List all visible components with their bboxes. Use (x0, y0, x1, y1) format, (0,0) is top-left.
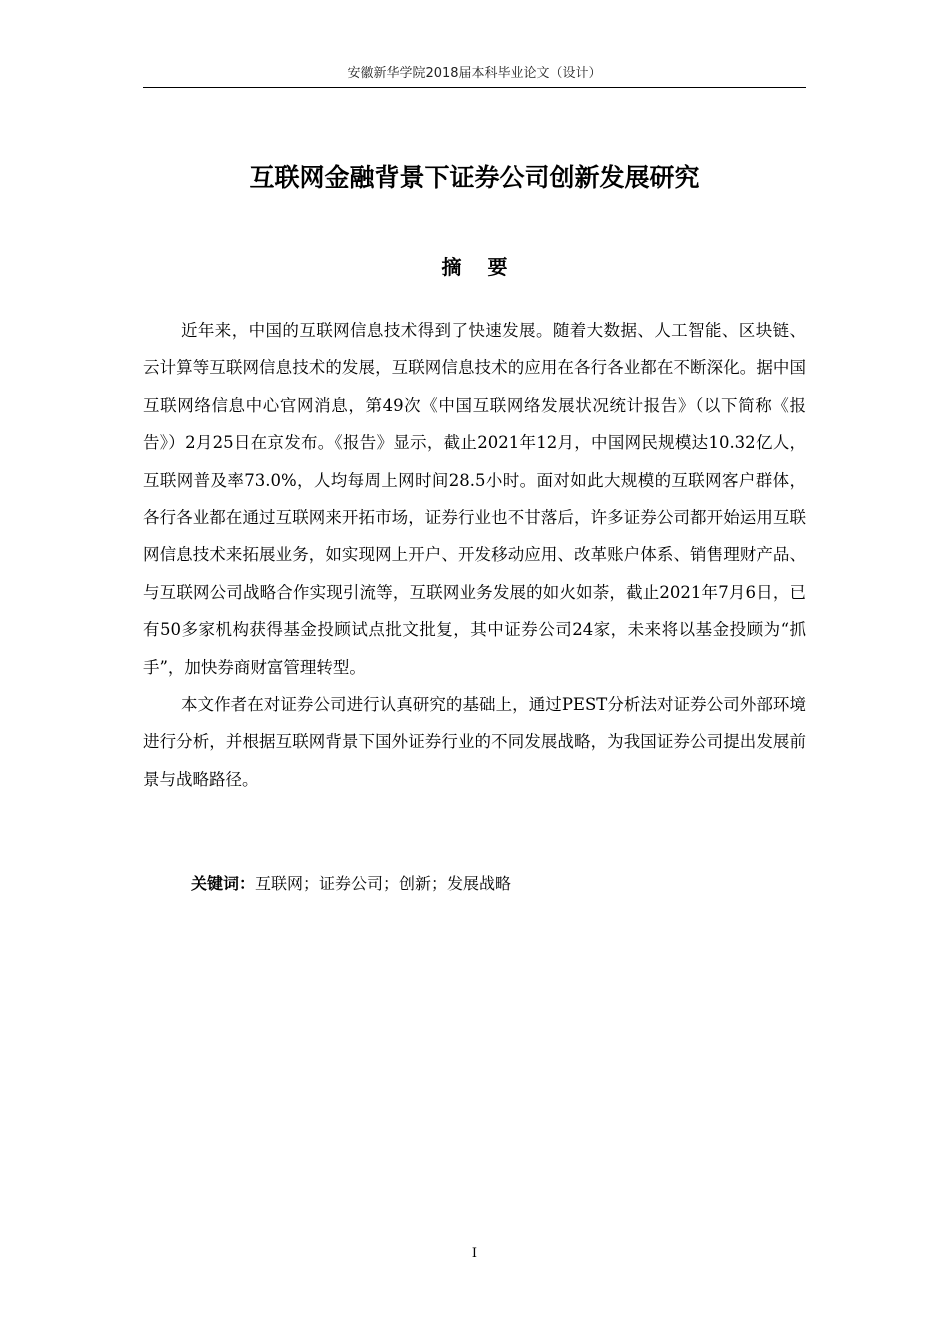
abstract-paragraph-2: 本文作者在对证券公司进行认真研究的基础上，通过PEST分析法对证券公司外部环境进行分析，并根据互联网背景下国外证券行业的不同发展战略，为我国证券公司提出发展前景与战略路径。 (143, 695, 806, 789)
keywords-label: 关键词： (191, 874, 256, 893)
header-divider (143, 87, 806, 88)
abstract-body (143, 312, 806, 798)
running-header: 安徽新华学院2018届本科毕业论文（设计） (347, 66, 602, 81)
keywords-value: 互联网；证券公司；创新；发展战略 (255, 874, 512, 893)
thesis-title: 互联网金融背景下证券公司创新发展研究 (249, 163, 700, 192)
keywords-line (191, 868, 511, 900)
abstract-paragraph-1: 近年来，中国的互联网信息技术得到了快速发展。随着大数据、人工智能、区块链、云计算等互联网信息技术的发展，互联网信息技术的应用在各行各业都在不断深化。据中国互联网络信息中心官网消息，第49次《中国互联网络发展状况统计报告》（以下简称《报告》）2月25日在京发布。《报告》显示，截止2021年12月，中国网民规模达10.32亿人，互联网普及率73.0%，人均每周上网时间28.5小时。面对如此大规模的互联网客户群体，各行各业都在通过互联网来开拓市场，证券行业也不甘落后，许多证券公司都开始运用互联网信息技术来拓展业务，如实现网上开户、开发移动应用、改革账户体系、销售理财产品、与互联网公司战略合作实现引流等，互联网业务发展的如火如荼，截止2021年7月6日，已有50多家机构获得基金投顾试点批文批复，其中证券公司24家，未来将以基金投顾为“抓手”，加快券商财富管理转型。 (143, 321, 806, 677)
page-number: I (471, 1246, 478, 1261)
abstract-heading: 摘要 (441, 255, 534, 279)
